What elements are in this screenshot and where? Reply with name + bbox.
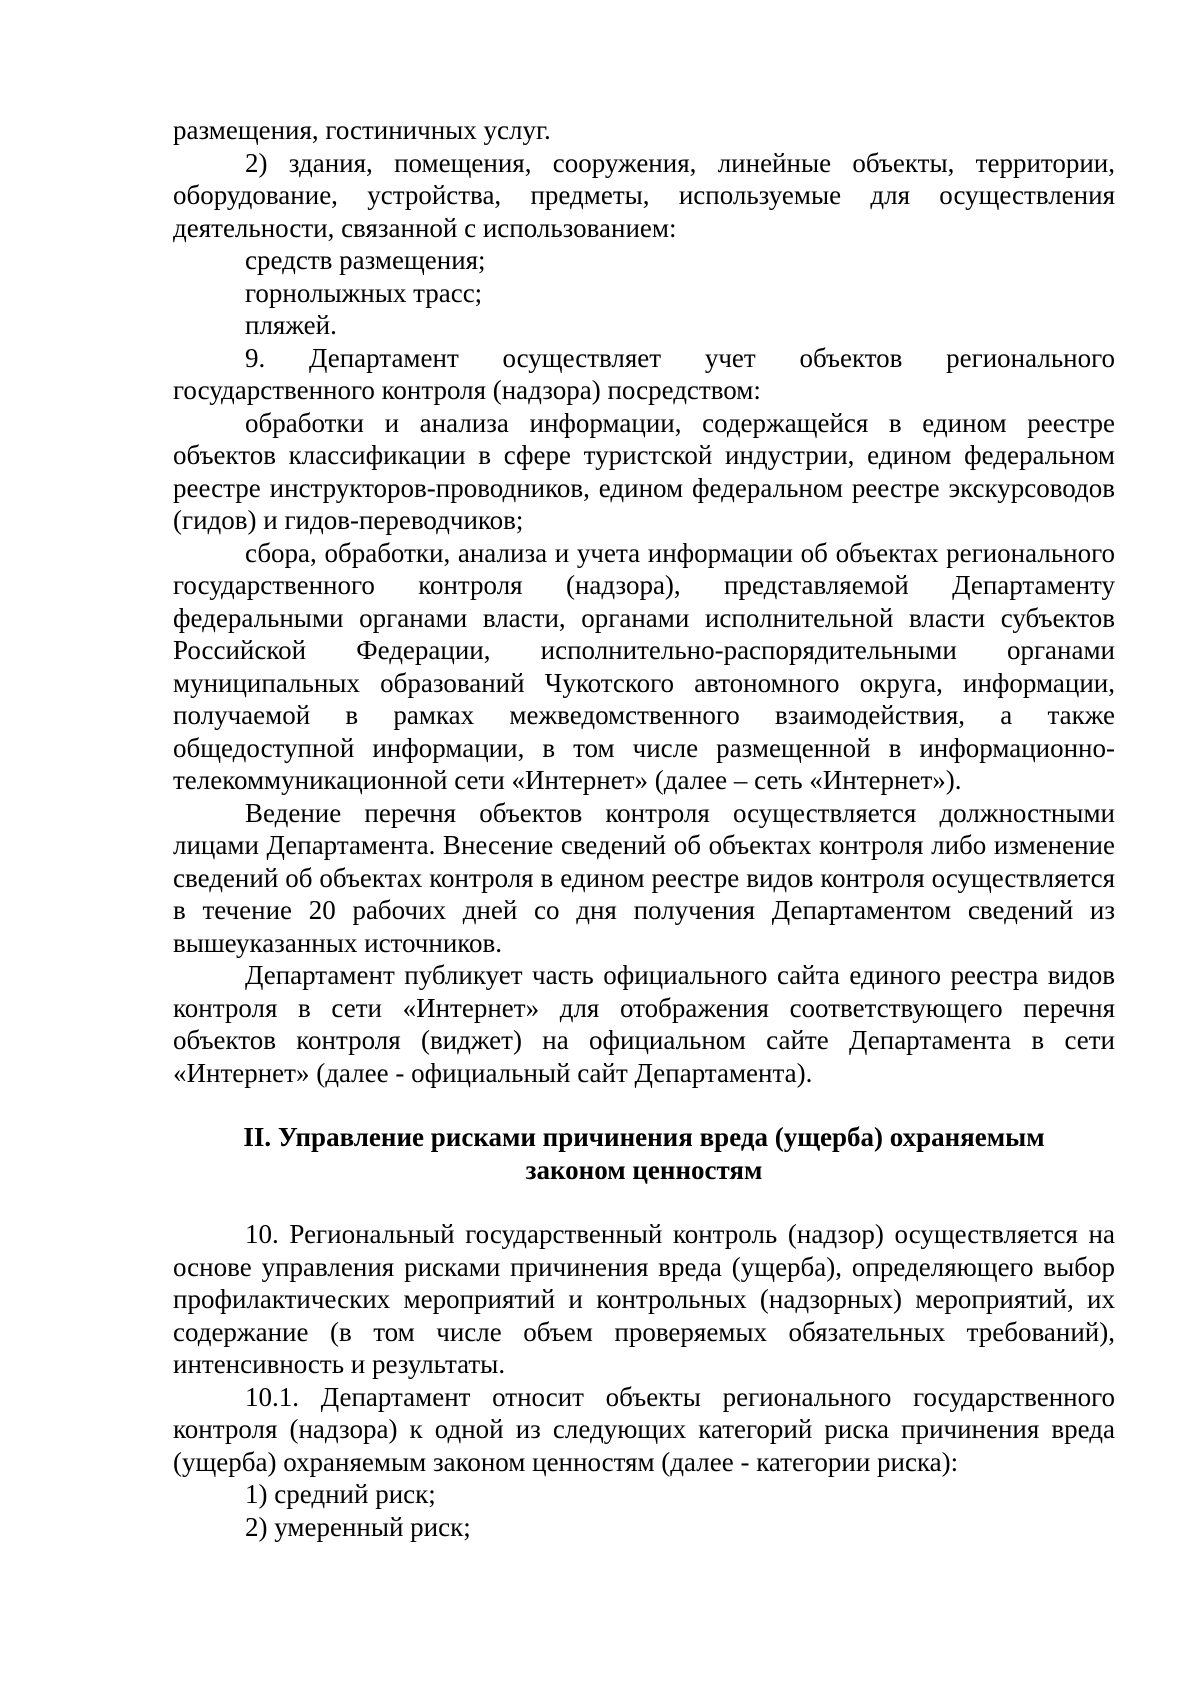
paragraph-10-1: 10.1. Департамент относит объекты регионального государственного контроля (надзора) к одной из следующих категорий риска причинения вреда (ущерба) охраняемым законом ценностям (далее - категории риска): bbox=[173, 1381, 1115, 1477]
paragraph-10: 10. Региональный государственный контроль (надзор) осуществляется на основе управления рисками причинения вреда (ущерба), определяющего выбор профилактических мероприятий и контрольных (надзорных) мероприятий, их содержание (в том числе объем проверяемых обязательных требований), интенсивность и результаты. bbox=[173, 1219, 1115, 1379]
paragraph-collection: сбора, обработки, анализа и учета информации об объектах регионального государственного контроля (надзора), представляемой Департаменту федеральными органами власти, органами исполнительной власти субъектов Российской Федерации, исполнительно-распорядительными органами муниципальных образований Чукотского автономного округа, информации, получаемой в рамках межведомственного взаимодействия, а также общедоступной информации, в том числе размещенной в информационно-телекоммуникационной сети «Интернет» (далее – сеть «Интернет»). bbox=[173, 537, 1115, 795]
section-heading: II. Управление рисками причинения вреда (ущерба) охраняемым законом ценностям bbox=[243, 1122, 1045, 1185]
list-item-beaches: пляжей. bbox=[245, 310, 337, 340]
list-item-ski-slopes: горнолыжных трасс; bbox=[245, 277, 483, 308]
list-item-medium-risk: 1) средний риск; bbox=[245, 1479, 436, 1509]
paragraph-continuation: размещения, гостиничных услуг. bbox=[173, 115, 551, 145]
document-body bbox=[173, 114, 1115, 1543]
paragraph-processing: обработки и анализа информации, содержащейся в едином реестре объектов классификации в сфере туристской индустрии, едином федеральном реестре инструкторов-проводников, едином федеральном реестре экскурсоводов (гидов) и гидов-переводчиков; bbox=[173, 407, 1115, 535]
paragraph-item-2: 2) здания, помещения, сооружения, линейные объекты, территории, оборудование, устройства, предметы, используемые для осуществления деятельности, связанной с использованием: bbox=[173, 147, 1115, 243]
paragraph-publication: Департамент публикует часть официального сайта единого реестра видов контроля в сети «Интернет» для отображения соответствующего перечня объектов контроля (виджет) на официальном сайте Департамента в сети «Интернет» (далее - официальный сайт Департамента). bbox=[173, 960, 1115, 1088]
list-item-moderate-risk: 2) умеренный риск; bbox=[245, 1511, 471, 1542]
paragraph-list-maintenance: Ведение перечня объектов контроля осуществляется должностными лицами Департамента. Внесение сведений об объектах контроля либо изменение сведений об объектах контроля в едином реестре видов контроля осуществляется в течение 20 рабочих дней со дня получения Департаментом сведений из вышеуказанных источников. bbox=[173, 797, 1115, 958]
list-item-accommodation: средств размещения; bbox=[245, 245, 486, 275]
paragraph-9: 9. Департамент осуществляет учет объектов регионального государственного контроля (надзора) посредством: bbox=[173, 342, 1115, 405]
